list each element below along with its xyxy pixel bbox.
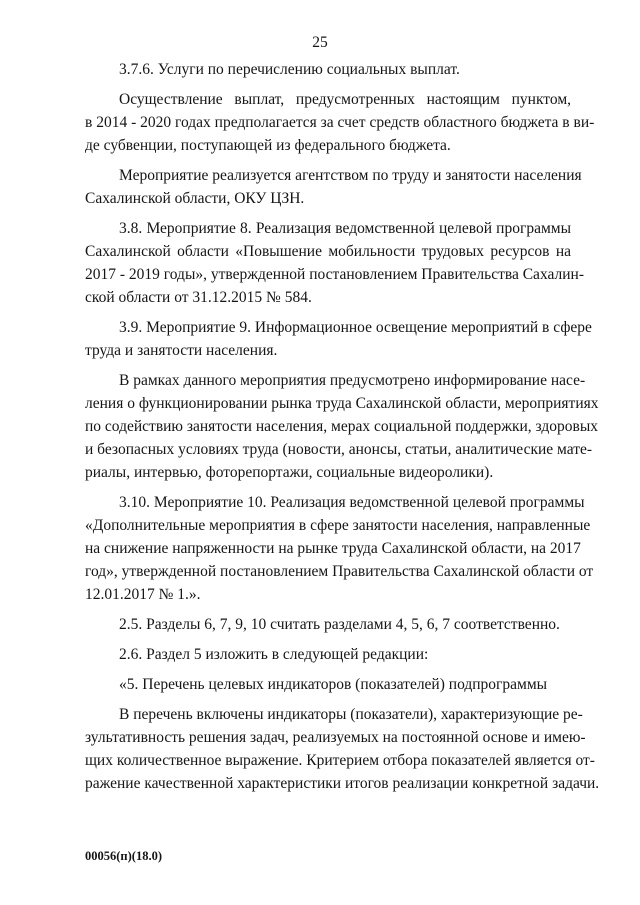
text-line: 2.6. Раздел 5 изложить в следующей редакции: [119,646,429,663]
text-line: ражение качественной характеристики итогов реализации конкретной задачи. [85,775,600,792]
text-line: зультативность решения задач, реализуемых на постоянной основе и имею- [85,729,586,746]
text-line: щих количественное выражение. Критерием отбора показателей является от- [85,752,595,769]
text-line: 2.5. Разделы 6, 7, 9, 10 считать разделами 4, 5, 6, 7 соответственно. [119,616,560,633]
text-line: 12.01.2017 № 1.». [85,586,201,603]
text-line: В перечень включены индикаторы (показатели), характеризующие ре- [119,706,583,723]
text-line: 2017 - 2019 годы», утвержденной постановлением Правительства Сахалин- [85,266,584,283]
text-line: Сахалинской области «Повышение мобильности трудовых ресурсов на [85,243,571,260]
text-line: Осуществление выплат, предусмотренных настоящим пунктом, [119,91,571,108]
text-line: «Дополнительные мероприятия в сфере занятости населения, направленные [85,517,591,534]
text-line: по содействию занятости населения, мерах социальной поддержки, здоровых [85,418,598,435]
text-line: ской области от 31.12.2015 № 584. [85,289,312,306]
text-line: риалы, интервью, фоторепортажи, социальные видеоролики). [85,464,494,481]
text-line: Сахалинской области, ОКУ ЦЗН. [85,190,305,207]
text-line: Мероприятие реализуется агентством по труду и занятости населения [119,167,582,184]
text-line: в 2014 - 2020 годах предполагается за счет средств областного бюджета в ви- [85,114,595,131]
footer-code: 00056(п)(18.0) [85,849,162,863]
text-line: 3.7.6. Услуги по перечислению социальных выплат. [119,61,460,78]
text-line: труда и занятости населения. [85,342,278,359]
text-line: 3.8. Мероприятие 8. Реализация ведомственной целевой программы [119,220,571,237]
text-line: ления о функционировании рынка труда Сахалинской области, мероприятиях [85,395,599,412]
text-line: на снижение напряженности на рынке труда Сахалинской области, на 2017 [85,540,581,557]
text-line: 3.9. Мероприятие 9. Информационное освещение мероприятий в сфере [119,319,592,336]
text-line: «5. Перечень целевых индикаторов (показателей) подпрограммы [119,676,548,693]
text-line: В рамках данного мероприятия предусмотрено информирование насе- [119,372,586,389]
text-line: год», утвержденной постановлением Правительства Сахалинской области от [85,563,594,580]
page-number: 25 [312,34,328,51]
text-line: де субвенции, поступающей из федерального бюджета. [85,137,451,154]
text-line: 3.10. Мероприятие 10. Реализация ведомственной целевой программы [119,494,585,511]
text-line: и безопасных условиях труда (новости, анонсы, статьи, аналитические мате- [85,441,593,458]
